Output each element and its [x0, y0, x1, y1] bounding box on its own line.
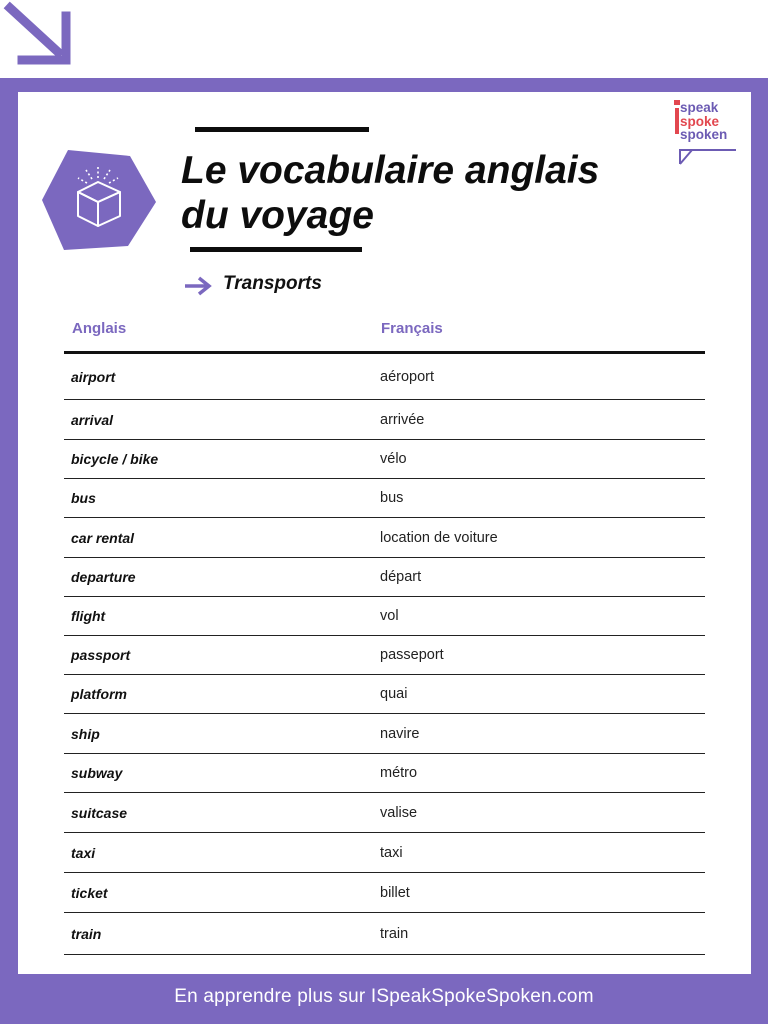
- table-row: [64, 913, 705, 955]
- english-term: bus: [71, 490, 96, 506]
- table-row: [64, 354, 705, 400]
- logo-wordmark: [680, 101, 727, 142]
- french-term: location de voiture: [380, 529, 498, 546]
- french-term: vélo: [380, 451, 407, 467]
- section-label: Transports: [223, 273, 322, 294]
- footer-link-text: En apprendre plus sur ISpeakSpokeSpoken.com: [174, 986, 594, 1007]
- english-term: car rental: [71, 529, 135, 546]
- table-row: [64, 479, 705, 518]
- logo-line-speak: speak: [680, 100, 719, 115]
- page-title: [181, 148, 681, 238]
- table-row: [64, 558, 705, 597]
- table-row: [64, 714, 705, 754]
- french-term: passeport: [380, 647, 444, 663]
- french-term: arrivée: [380, 411, 425, 428]
- table-row: [64, 833, 705, 873]
- english-term: ship: [71, 725, 100, 742]
- logo-line-spoke: spoke: [680, 113, 720, 129]
- table-row: [64, 636, 705, 675]
- english-term: taxi: [71, 844, 96, 861]
- arrow-right-icon: [183, 276, 213, 296]
- table-row: [64, 754, 705, 793]
- table-row: [64, 440, 705, 479]
- french-term: quai: [380, 686, 408, 702]
- french-term: taxi: [380, 844, 403, 861]
- english-term: bicycle / bike: [71, 451, 159, 467]
- english-term: flight: [71, 608, 106, 624]
- corner-arrow-icon: [0, 0, 76, 70]
- title-rule-bottom: [190, 247, 362, 252]
- french-term: vol: [380, 608, 399, 624]
- table-row: [64, 518, 705, 558]
- english-term: suitcase: [71, 804, 128, 821]
- table-row: [64, 675, 705, 714]
- english-term: airport: [71, 368, 116, 385]
- table-row: [64, 597, 705, 636]
- table-row: [64, 873, 705, 913]
- french-term: navire: [380, 725, 420, 742]
- english-term: arrival: [71, 411, 114, 428]
- column-header-english: Anglais: [72, 320, 127, 337]
- english-term: passport: [71, 647, 131, 663]
- title-rule-top: [195, 127, 369, 132]
- french-term: métro: [380, 765, 418, 781]
- vocabulary-table: [64, 354, 705, 955]
- english-term: departure: [71, 569, 136, 585]
- french-term: bus: [380, 490, 404, 506]
- title-line-2: du voyage: [181, 194, 374, 237]
- title-line-1: Le vocabulaire anglais: [181, 149, 600, 192]
- french-term: départ: [380, 569, 422, 585]
- column-header-french: Français: [381, 320, 443, 337]
- gift-box-icon: [40, 146, 158, 252]
- french-term: valise: [380, 804, 418, 821]
- logo-line-spoken: spoken: [680, 127, 728, 142]
- table-row: [64, 400, 705, 440]
- french-term: aéroport: [380, 368, 435, 385]
- english-term: train: [71, 925, 102, 942]
- french-term: billet: [380, 884, 410, 901]
- french-term: train: [380, 925, 409, 942]
- english-term: ticket: [71, 884, 108, 901]
- english-term: platform: [71, 686, 127, 702]
- table-row: [64, 793, 705, 833]
- english-term: subway: [71, 765, 123, 781]
